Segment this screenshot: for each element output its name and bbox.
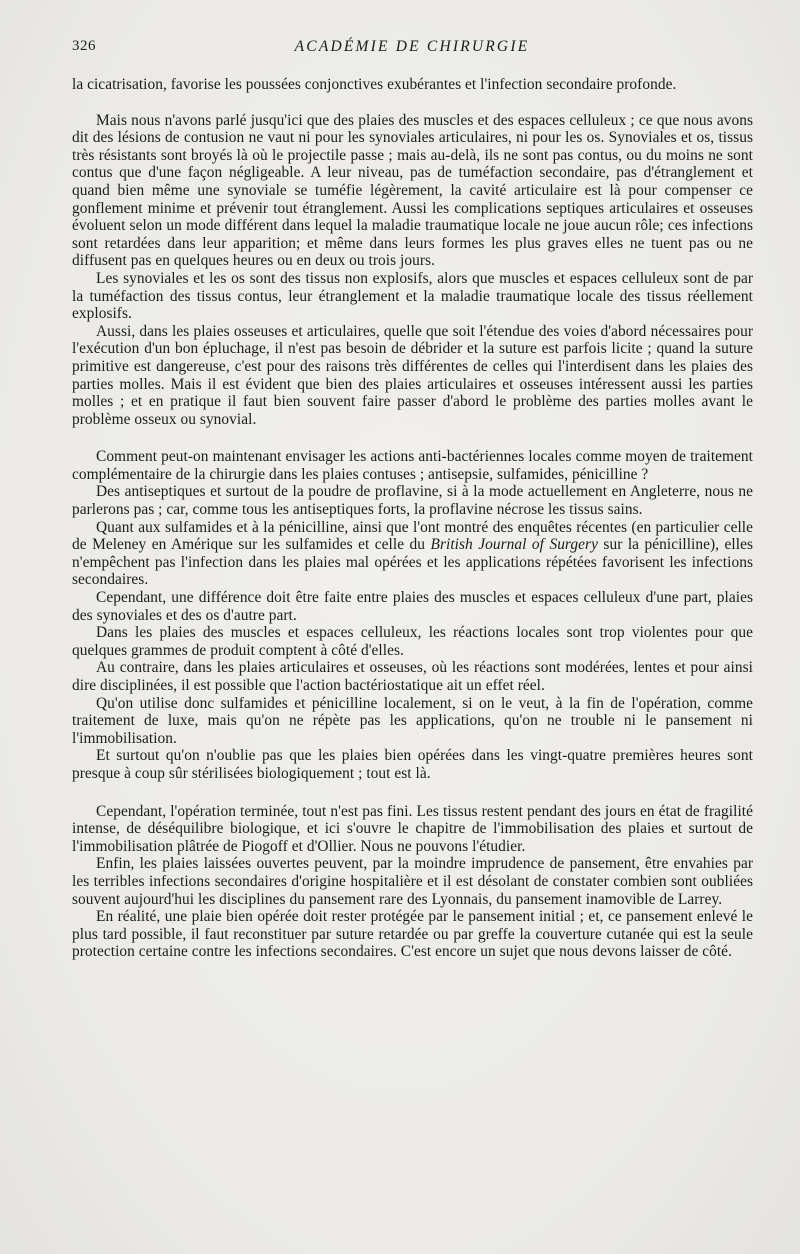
paragraph: Au contraire, dans les plaies articulaires et osseuses, où les réactions sont modérées, lentes et pour ainsi dire disciplinées, il est possible que l'action bactériostatique ait un effet réel. <box>72 659 753 694</box>
journal-title: British Journal of Surgery <box>430 536 598 554</box>
paragraph: Mais nous n'avons parlé jusqu'ici que des plaies des muscles et des espaces celluleux ; ce que nous avons dit des lésions de contusion ne vaut ni pour les synoviales articulaires, ni pour les os. Synoviales et os, tissus très résistants sont broyés là où le projectile passe ; mais au-delà, ils ne sont pas contus, ou du moins ne sont contus que d'une façon négligeable. A leur niveau, pas de tuméfaction secondaire, pas d'étranglement et quand bien même une synoviale se tuméfie légèrement, la cavité articulaire est là pour compenser ce gonflement minime et prévenir tout étranglement. Aussi les complications septiques articulaires et osseuses évoluent selon un mode différent dans lequel la maladie traumatique locale ne joue aucun rôle; ces infections sont retardées dans leur apparition; et même dans leurs formes les plus graves elles ne tuent pas ou ne diffusent pas en quelques heures ou en deux ou trois jours. <box>72 111 753 270</box>
paragraph: Comment peut-on maintenant envisager les actions anti-bactériennes locales comme moyen de traitement complémentaire de la chirurgie dans les plaies contuses ; antisepsie, sulfamides, pénicilline ? <box>72 448 753 483</box>
page-number: 326 <box>72 38 96 54</box>
paragraph: Cependant, l'opération terminée, tout n'est pas fini. Les tissus restent pendant des jours en état de fragilité intense, de déséquilibre biologique, et ici s'ouvre le chapitre de l'immobilisation des plaies et surtout de l'immobilisation plâtrée de Piogoff et d'Ollier. Nous ne pouvons l'étudier. <box>72 802 753 855</box>
paragraph: la cicatrisation, favorise les poussées conjonctives exubérantes et l'infection secondaire profonde. <box>72 76 677 93</box>
paragraph: Aussi, dans les plaies osseuses et articulaires, quelle que soit l'étendue des voies d'abord nécessaires pour l'exécution d'un bon épluchage, il n'est pas besoin de débrider et la suture est parfois licite ; quand la suture primitive est dangereuse, c'est pour des raisons très différentes de celles qui l'interdisent dans les plaies des parties molles. Mais il est évident que bien des plaies articulaires et osseuses intéressent aussi les parties molles ; et en pratique il faut bien souvent faire passer d'abord le problème des parties molles avant le problème osseux ou synovial. <box>72 322 753 428</box>
paragraph-text: sur la pénicilline), elles n'empêchent pas l'infection dans les plaies mal opérées et les applications répétées favorisent les infections secondaires. <box>72 536 753 589</box>
paragraph: Et surtout qu'on n'oublie pas que les plaies bien opérées dans les vingt-quatre premières heures sont presque à coup sûr stérilisées biologiquement ; tout est là. <box>72 747 753 782</box>
paragraph-text: Quant aux sulfamides et à la pénicilline, ainsi que l'ont montré des enquêtes récentes (en particulier celle de Meleney en Amérique sur les sulfamides et celle du <box>72 518 753 554</box>
page-header <box>72 38 752 60</box>
paragraph: Les synoviales et les os sont des tissus non explosifs, alors que muscles et espaces celluleux sont de par la tuméfaction des tissus contus, leur étranglement et la maladie traumatique locale des tissus réellement explosifs. <box>72 269 753 323</box>
paragraph: Enfin, les plaies laissées ouvertes peuvent, par la moindre imprudence de pansement, être envahies par les terribles infections secondaires d'origine hospitalière et il est désolant de constater combien sont oubliées souvent aujourd'hui les disciplines du pansement rare des Lyonnais, du pansement inamovible de Larrey. <box>72 855 753 908</box>
paragraph: Qu'on utilise donc sulfamides et pénicilline localement, si on le veut, à la fin de l'opération, comme traitement de luxe, mais qu'on ne répète pas les applications, qu'on ne trouble ni le pansement ni l'immobilisation. <box>72 694 753 747</box>
running-title: ACADÉMIE DE CHIRURGIE <box>294 38 530 55</box>
paragraph: Cependant, une différence doit être faite entre plaies des muscles et espaces celluleux d'une part, plaies des synoviales et des os d'autre part. <box>72 589 753 624</box>
paragraph: Dans les plaies des muscles et espaces celluleux, les réactions locales sont trop violentes pour que quelques grammes de produit comptent à côté d'elles. <box>72 624 753 659</box>
paragraph: En réalité, une plaie bien opérée doit rester protégée par le pansement initial ; et, ce pansement enlevé le plus tard possible, il faut reconstituer par suture retardée ou par greffe la couverture cutanée qui est la seule protection certaine contre les infections secondaires. C'est encore un sujet que nous devons laisser de côté. <box>72 908 753 961</box>
paragraph <box>72 519 753 589</box>
paragraph: Des antiseptiques et surtout de la poudre de proflavine, si à la mode actuellement en Angleterre, nous ne parlerons pas ; car, comme tous les antiseptiques forts, la proflavine nécrose les tissus sains. <box>72 483 753 519</box>
body-text <box>72 76 753 961</box>
